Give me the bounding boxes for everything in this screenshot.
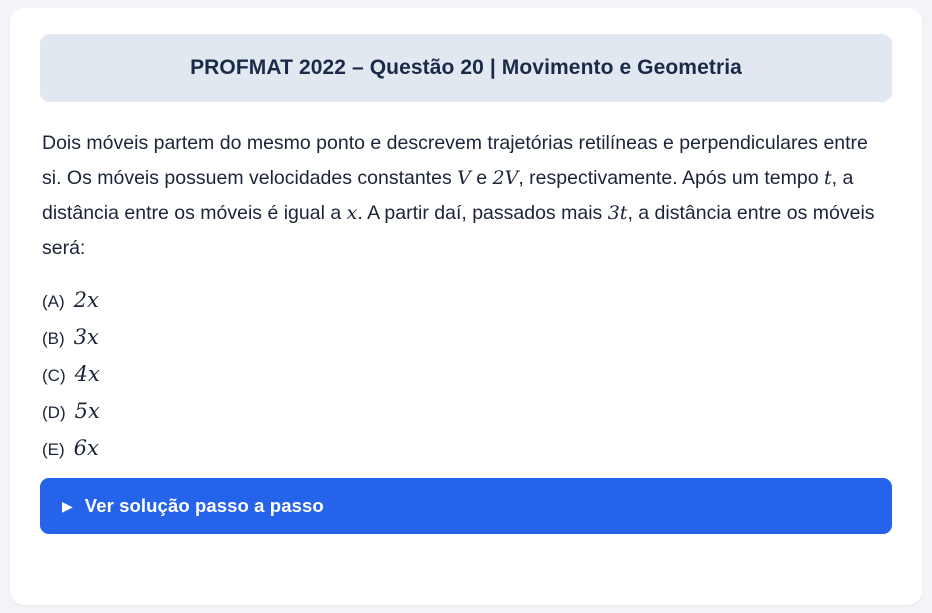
answer-options-list	[42, 288, 892, 460]
option-value: 3x	[73, 325, 99, 349]
statement-part-2: e	[470, 167, 493, 189]
statement-part-6: , a distância entre os móveis será:	[42, 202, 875, 259]
option-d[interactable]	[42, 399, 892, 423]
option-letter: (B)	[42, 329, 65, 348]
play-triangle-icon: ▶	[62, 498, 73, 514]
option-value: 4x	[74, 362, 100, 386]
question-statement	[42, 126, 890, 266]
statement-part-3: , respectivamente. Após um tempo	[518, 167, 824, 189]
option-a[interactable]	[42, 288, 892, 312]
statement-math-v: V	[457, 167, 471, 189]
option-letter: (D)	[42, 403, 66, 422]
option-e[interactable]	[42, 436, 892, 460]
statement-part-4: , a distância entre os móveis é igual a	[42, 167, 854, 224]
option-value: 5x	[74, 399, 100, 423]
statement-part-1: Dois móveis partem do mesmo ponto e descrevem trajetórias retilíneas e perpendiculares entre si. Os móveis possuem velocidades constantes	[42, 132, 868, 189]
statement-math-x: x	[346, 202, 358, 224]
option-letter: (E)	[42, 440, 65, 459]
show-solution-label: Ver solução passo a passo	[84, 495, 324, 516]
option-letter: (C)	[42, 366, 66, 385]
statement-part-5: . A partir daí, passados mais	[357, 202, 608, 224]
question-title-banner	[40, 34, 892, 102]
option-c[interactable]	[42, 362, 892, 386]
statement-math-2v: 2V	[492, 167, 519, 189]
show-solution-button[interactable]	[40, 478, 892, 534]
statement-math-t: t	[824, 167, 832, 189]
option-value: 2x	[73, 288, 99, 312]
page-title: PROFMAT 2022 – Questão 20 | Movimento e Geometria	[190, 56, 742, 79]
statement-math-3t: 3t	[607, 202, 628, 224]
question-card	[10, 8, 922, 605]
option-value: 6x	[73, 436, 99, 460]
option-b[interactable]	[42, 325, 892, 349]
option-letter: (A)	[42, 292, 65, 311]
